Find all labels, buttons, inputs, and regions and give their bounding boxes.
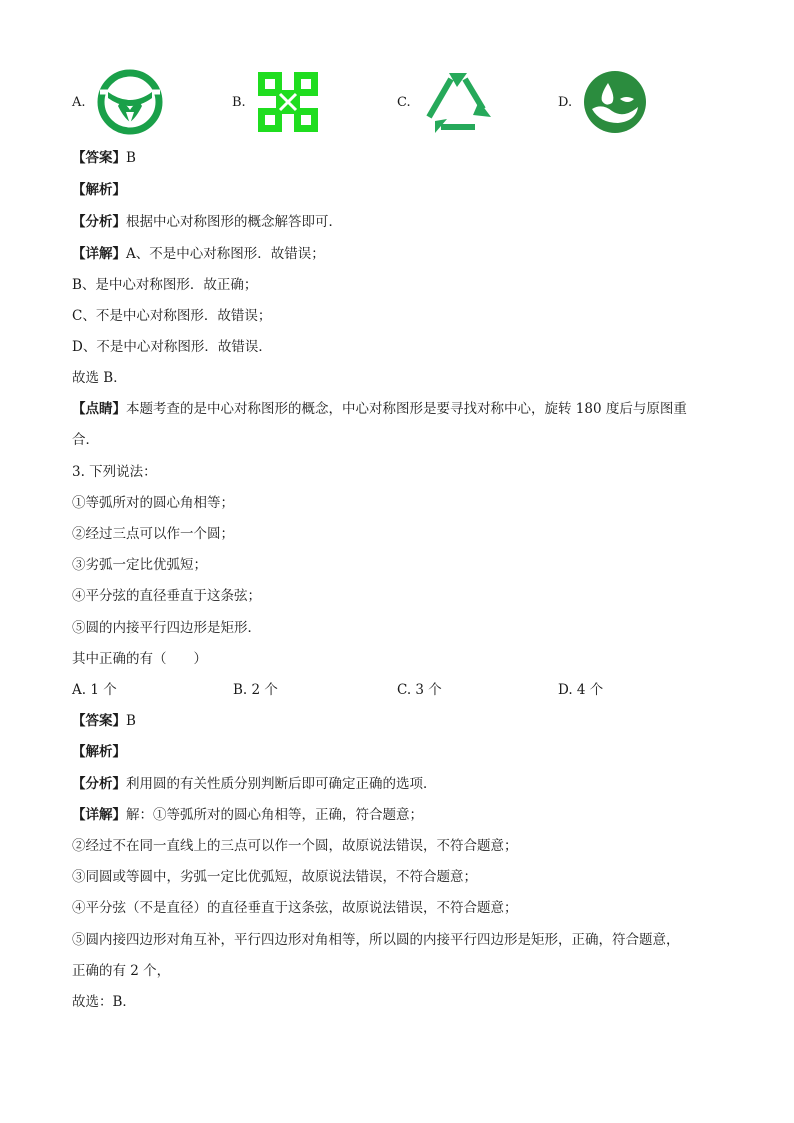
q3-choices (72, 680, 712, 700)
q2-dianjing-line (72, 399, 687, 419)
q2-line-c: C、不是中心对称图形．故错误； (72, 308, 272, 324)
water-drop-circle-icon (582, 69, 648, 135)
q3-fenxi-line (72, 774, 437, 794)
q2-analysis-heading (72, 180, 126, 200)
q3-choice-b: B. 2 个 (233, 682, 278, 698)
q2-dianjing-continued: 合． (72, 432, 99, 448)
q3-answer-line (72, 711, 136, 731)
q3-detail: 正确的有 2 个， (72, 963, 171, 979)
option-label: D. (558, 94, 573, 110)
q3-choice-a: A. 1 个 (72, 682, 117, 698)
q3-stem: 3. 下列说法： (72, 464, 157, 480)
option-label: A. (72, 94, 86, 110)
fenxi-text: 根据中心对称图形的概念解答即可． (126, 214, 342, 230)
q3-conclusion: 故选：B． (72, 994, 136, 1010)
q2-option-b (232, 66, 320, 138)
fenxi-tag: 【分析】 (72, 776, 126, 792)
q3-question: 其中正确的有（ ） (72, 651, 207, 667)
analysis-tag: 【解析】 (72, 182, 126, 198)
green-food-label-icon (96, 68, 164, 136)
q2-fenxi-line (72, 212, 342, 232)
xiangjie-text: A、不是中心对称图形．故错误； (126, 246, 325, 262)
q2-line-b: B、是中心对称图形．故正确； (72, 277, 258, 293)
fenxi-tag: 【分析】 (72, 214, 126, 230)
q3-statement: ①等弧所对的圆心角相等； (72, 495, 234, 511)
q2-option-c (397, 66, 495, 138)
recycle-square-icon (256, 70, 320, 134)
q2-line-d: D、不是中心对称图形．故错误． (72, 339, 272, 355)
fenxi-text: 利用圆的有关性质分别判断后即可确定正确的选项． (126, 776, 437, 792)
q2-answer-line (72, 148, 136, 168)
q2-option-a (72, 66, 164, 138)
q3-choice-c: C. 3 个 (397, 682, 442, 698)
option-label: B. (232, 94, 246, 110)
recycle-triangle-icon (421, 69, 495, 135)
xiangjie-tag: 【详解】 (72, 246, 126, 262)
option-label: C. (397, 94, 411, 110)
q3-xiangjie-line (72, 805, 423, 825)
q3-statement: ⑤圆的内接平行四边形是矩形． (72, 620, 261, 636)
answer-value: B (126, 150, 136, 166)
q3-statement: ③劣弧一定比优弧短； (72, 557, 207, 573)
q3-analysis-heading (72, 742, 126, 762)
q3-detail: ③同圆或等圆中，劣弧一定比优弧短，故原说法错误，不符合题意； (72, 869, 477, 885)
q3-detail: ④平分弦（不是直径）的直径垂直于这条弦，故原说法错误，不符合题意； (72, 900, 518, 916)
xiangjie-tag: 【详解】 (72, 807, 126, 823)
xiangjie-text: 解：①等弧所对的圆心角相等，正确，符合题意； (126, 807, 423, 823)
dianjing-text: 本题考查的是中心对称图形的概念，中心对称图形是要寻找对称中心，旋转 180 度后与原图重 (126, 401, 687, 417)
analysis-tag: 【解析】 (72, 744, 126, 760)
q3-detail: ⑤圆内接四边形对角互补，平行四边形对角相等，所以圆的内接平行四边形是矩形，正确，符合题意， (72, 932, 680, 948)
answer-value: B (126, 713, 136, 729)
answer-tag: 【答案】 (72, 713, 126, 729)
q2-xiangjie-line (72, 244, 325, 264)
q3-detail: ②经过不在同一直线上的三点可以作一个圆，故原说法错误，不符合题意； (72, 838, 518, 854)
q2-options (72, 66, 712, 138)
q2-option-d (558, 66, 648, 138)
q2-conclusion: 故选 B． (72, 370, 127, 386)
q3-statement: ②经过三点可以作一个圆； (72, 526, 234, 542)
q3-statement: ④平分弦的直径垂直于这条弦； (72, 588, 261, 604)
answer-tag: 【答案】 (72, 150, 126, 166)
dianjing-tag: 【点睛】 (72, 401, 126, 417)
q3-choice-d: D. 4 个 (558, 682, 604, 698)
